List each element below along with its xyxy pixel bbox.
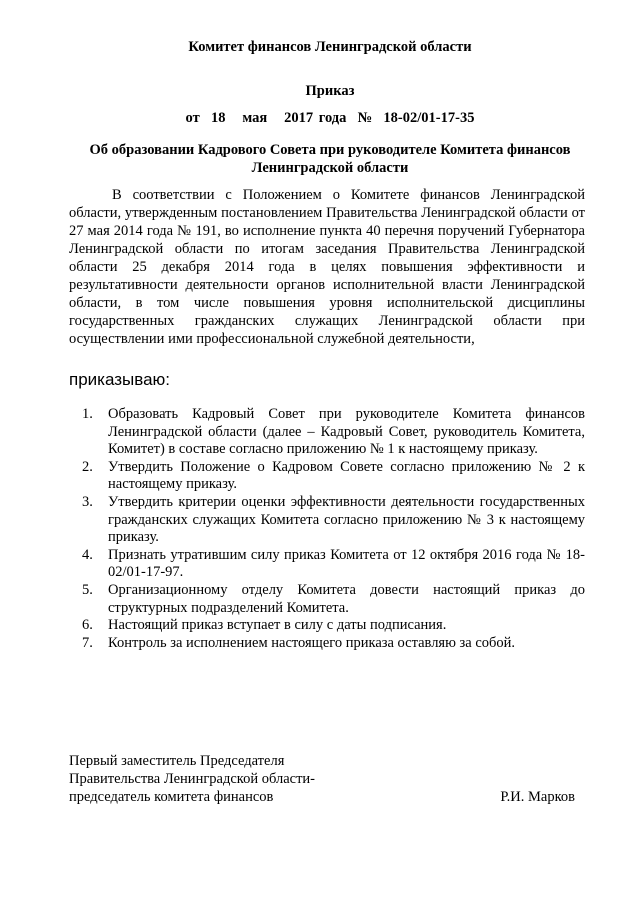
signer-position-line-1: Первый заместитель Председателя (69, 753, 285, 769)
document-type: Приказ (305, 83, 355, 99)
list-item (69, 406, 585, 459)
document-title-line-1: Об образовании Кадрового Совета при руководителе Комитета финансов (89, 142, 571, 158)
item-number: 6. (82, 617, 93, 634)
preamble-paragraph: В соответствии с Положением о Комитете финансов Ленинградской области, утвержденным постановлением Правительства Ленинградской области от 27 мая 2014 года № 191, во исполнение пункта 40 перечня поручений Губернатора Ленинградской области по итогам заседания Правительства Ленинградской области 25 декабря 2014 года в целях повышения эффективности и результативности деятельности органов исполнительной власти Ленинградской области, в том числе повышения уровня исполнительской дисциплины государственных гражданских служащих Ленинградской области при осуществлении ими профессиональной служебной деятельности, (69, 187, 585, 347)
list-item (69, 459, 585, 494)
item-text: Образовать Кадровый Совет при руководителе Комитета финансов Ленинградской области (далее – Кадровый Совет, руководитель Комитета, Комитет) в составе согласно приложению № 1 к настоящему приказу. (108, 406, 585, 458)
item-text: Признать утратившим силу приказ Комитета от 12 октября 2016 года № 18-02/01-17-97. (108, 546, 585, 581)
signer-position-line-2: Правительства Ленинградской области- (69, 771, 316, 787)
list-item (69, 635, 585, 653)
list-item (69, 582, 585, 617)
item-number: 7. (82, 634, 93, 651)
item-number: 1. (82, 406, 93, 422)
order-items-list (69, 406, 585, 652)
list-item (69, 494, 585, 547)
item-text: Контроль за исполнением настоящего приказа оставляю за собой. (108, 634, 516, 651)
list-item (69, 617, 585, 635)
item-text: Организационному отделу Комитета довести настоящий приказ до структурных подразделений Комитета. (108, 581, 585, 616)
item-number: 2. (82, 458, 93, 475)
document-title-line-2: Ленинградской области (251, 160, 409, 176)
item-number: 4. (82, 546, 93, 563)
signer-name: Р.И. Марков (500, 789, 575, 805)
item-number: 3. (82, 493, 93, 510)
document-title (60, 141, 600, 177)
organization-name: Комитет финансов Ленинградской области (188, 39, 472, 55)
item-text: Утвердить критерии оценки эффективности деятельности государственных гражданских служащих Комитета согласно приложению № 3 к настоящему приказу. (108, 493, 585, 546)
signature-block (69, 752, 585, 806)
item-text: Настоящий приказ вступает в силу с даты подписания. (108, 617, 447, 634)
item-text: Утвердить Положение о Кадровом Совете согласно приложению № 2 к настоящему приказу. (108, 458, 585, 493)
signer-position-line-3: председатель комитета финансов (69, 789, 274, 805)
item-number: 5. (82, 581, 93, 598)
list-item (69, 547, 585, 582)
decree-word: приказываю: (69, 370, 171, 389)
document-date-number: от 18 мая 2017 года № 18-02/01-17-35 (185, 110, 475, 126)
